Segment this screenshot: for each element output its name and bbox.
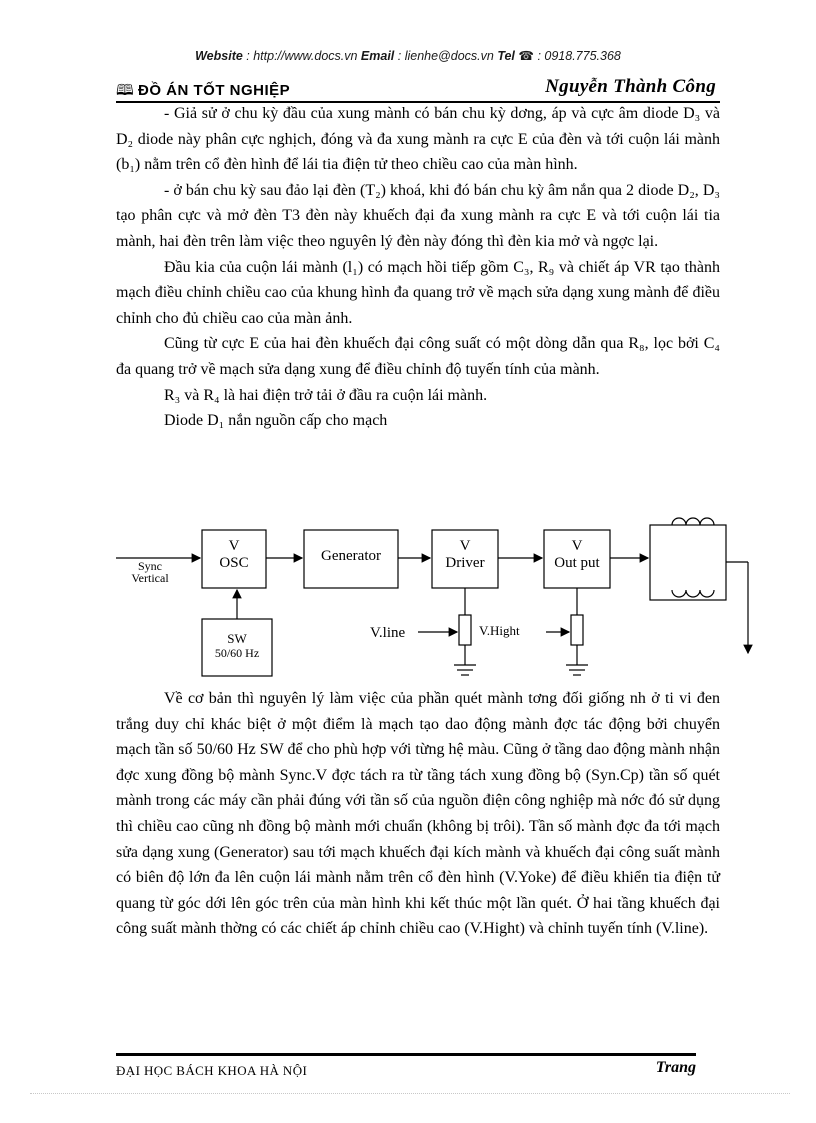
osc-label-2: OSC <box>219 555 249 571</box>
block-diagram <box>116 515 766 685</box>
page-bottom-border <box>30 1093 790 1094</box>
paragraph-6: Diode D₁ nắn nguồn cấp cho mạch <box>164 412 388 430</box>
paragraph-3: Đầu kia của cuộn lái mành (l₁) có mạch hồi tiếp gồm C₃, R₉ và chiết áp VR tạo thành mạch điều chỉnh chiều cao của khung hình đa quang trở về mạch sửa dạng xung mành để điều chỉnh cho đủ chiều cao của màn ảnh. <box>116 258 720 327</box>
driver-label-1: V <box>459 538 471 554</box>
coil-bottom <box>672 590 714 597</box>
sw-label-2: 50/60 Hz <box>214 646 260 660</box>
paragraph-final: Về cơ bản thì nguyên lý làm việc của phần quét mành tơng đối giống nh ở ti vi đen trắng duy chỉ khác biệt ở một điểm là mạch tạo dao động mành đợc tác động bởi chuyển mạch tần số 50/60 Hz SW để cho phù hợp với từng hệ màu. Cũng ở tầng dao động mành nhận đợc xung đồng bộ mành Sync.V đợc tách ra từ tầng tách xung đồng bộ (Syn.Cp) tần số quét mành trong các máy cần phải đúng với tần số của nguồn điện công nghiệp mà nớc đó sử dụng thì chiều cao cũng nh đồng bộ mành mới chuẩn (không bị trôi). Tần số mành đợc đa tới mạch sửa dạng xung (Generator) sau tới mạch khuếch đại kích mành và khuếch đại công suất mành có biên độ lớn đa lên cuộn lái mành nằm trên cổ đèn hình (V.Yoke) để điều khiển tia điện tử quang từ góc dới lên góc trên của màn hình khi kết thúc một lần quét. Ở hai tầng khuếch đại công suất mành thờng có các chiết áp chỉnh chiều cao (V.Hight) và chỉnh tuyến tính (V.line). <box>116 690 720 938</box>
output-label-1: V <box>571 538 583 554</box>
coil-top <box>672 518 714 525</box>
footer-divider <box>116 1053 696 1056</box>
university-name: ĐẠI HỌC BÁCH KHOA HÀ NỘI <box>116 1063 308 1078</box>
sw-label-1: SW <box>227 631 247 646</box>
driver-label-2: Driver <box>445 555 485 571</box>
osc-label-1: V <box>228 538 240 554</box>
sync-label-1: Sync <box>138 559 162 573</box>
generator-label: Generator <box>321 548 381 564</box>
paragraph-5: R₃ và R₄ là hai điện trở tải ở đầu ra cuộn lái mành. <box>164 386 488 404</box>
sync-label-2: Vertical <box>131 571 169 585</box>
email-value[interactable]: : lienhe@docs.vn <box>394 49 498 63</box>
website-value[interactable]: : http://www.docs.vn <box>242 49 361 63</box>
vhight-label: V.Hight <box>479 623 520 638</box>
vhight-potentiometer[interactable] <box>571 615 583 645</box>
body-text-top <box>116 101 720 434</box>
vline-potentiometer[interactable] <box>459 615 471 645</box>
output-label-2: Out put <box>554 555 600 571</box>
page-label: Trang <box>655 1059 696 1076</box>
yoke-block <box>650 525 726 600</box>
paragraph-1: - Giả sử ở chu kỳ đầu của xung mành có bán chu kỳ dơng, áp và cực âm diode D₃ và D₂ diode này phân cực nghịch, đóng và đa xung mành ra cực E của đèn và tới cuộn lái mành (b₁) nằm trên cổ đèn hình để lái tia điện tử theo chiều cao của màn hình. <box>116 105 720 174</box>
book-icon: 🕮 <box>116 81 134 99</box>
document-type-title: ĐỒ ÁN TỐT NGHIỆP <box>138 82 291 99</box>
email-label: Email <box>360 49 395 63</box>
author-name: Nguyễn Thành Công <box>545 76 716 97</box>
tel-label: Tel <box>497 49 515 63</box>
vline-label: V.line <box>370 625 406 641</box>
paragraph-2: - ở bán chu kỳ sau đảo lại đèn (T₂) khoá, khi đó bán chu kỳ âm nắn qua 2 diode D₂, D₃ tạo phân cực và mở đèn T3 đèn này khuếch đại đa xung mành ra cực E và tới cuộn lái tia mành, hai đèn trên làm việc theo nguyên lý đèn này đóng thì đèn kia mở và ngợc lại. <box>116 181 720 250</box>
website-label: Website <box>195 49 243 63</box>
paragraph-4: Cũng từ cực E của hai đèn khuếch đại công suất có một dòng dẫn qua R₈, lọc bởi C₄ đa quang trở về mạch sửa dạng xung để điều chỉnh độ tuyến tính của mành. <box>116 335 720 378</box>
phone-icon: ☎ <box>518 49 534 63</box>
website-header <box>0 48 816 63</box>
tel-value: : 0918.775.368 <box>533 49 621 63</box>
body-text-bottom <box>116 686 720 942</box>
